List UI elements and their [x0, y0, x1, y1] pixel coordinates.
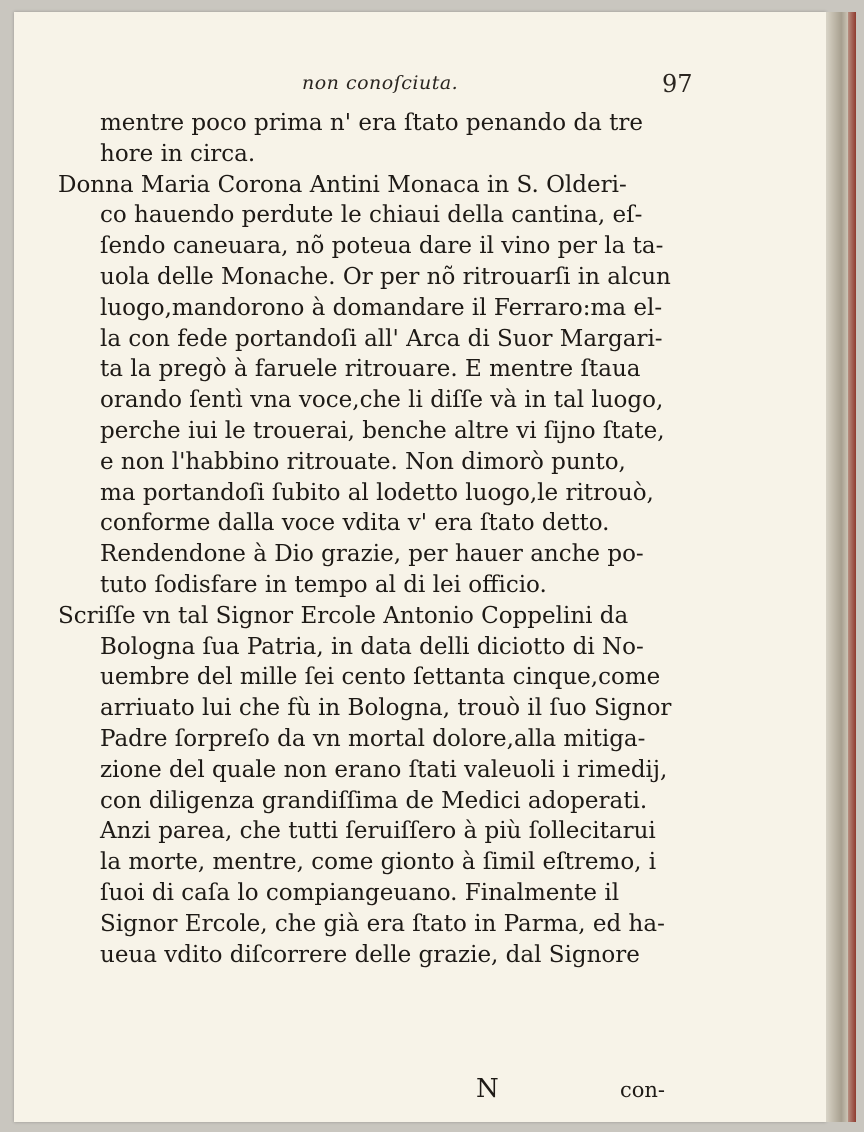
text-line: tuto ſodisfare in tempo al di lei officio.: [100, 571, 547, 598]
text-line: ſuoi di caſa lo compiangeuano. Finalmente il: [100, 879, 620, 906]
text-line: co hauendo perdute le chiaui della cantina, eſ-: [100, 202, 643, 229]
paragraph-2: [58, 170, 748, 601]
catchword: con-: [620, 1078, 666, 1102]
text-line: uola delle Monache. Or per nõ ritrouarſi in alcun: [100, 263, 671, 290]
page-edge: [826, 12, 848, 1122]
text-line: ueua vdito diſcorrere delle grazie, dal Signore: [100, 941, 640, 968]
book-page: [14, 12, 826, 1122]
text-line: mentre poco prima n' era ſtato penando da tre: [100, 110, 644, 136]
text-line: hore in circa.: [100, 140, 256, 167]
text-line: la morte, mentre, come gionto à ſimil eſtremo, i: [100, 849, 657, 876]
page-header: [14, 72, 826, 102]
text-line: Scriſſe vn tal Signor Ercole Antonio Coppelini da: [58, 602, 629, 629]
text-line: Bologna ſua Patria, in data delli diciotto di No-: [100, 633, 644, 660]
text-line: luogo,mandorono à domandare il Ferraro:ma el-: [100, 294, 663, 321]
running-title: non conoſciuta.: [302, 72, 459, 94]
text-line: conforme dalla voce vdita v' era ſtato detto.: [100, 510, 610, 537]
text-line: arriuato lui che fù in Bologna, trouò il ſuo Signor: [100, 695, 672, 722]
text-line: con diligenza grandiſſima de Medici adoperati.: [100, 787, 648, 814]
paragraph-3: [58, 601, 748, 971]
paragraph-1: [58, 108, 748, 170]
text-line: zione del quale non erano ſtati valeuoli i rimedij,: [100, 756, 668, 783]
page-number: 97: [662, 70, 693, 98]
text-line: Anzi parea, che tutti ſeruiſſero à più ſollecitarui: [100, 818, 656, 845]
page-footer: [14, 1074, 826, 1108]
body-text: [58, 108, 748, 970]
text-line: ma portandoſi ſubito al lodetto luogo,le ritrouò,: [100, 479, 654, 506]
text-line: uembre del mille ſei cento ſettanta cinque,come: [100, 664, 661, 691]
text-line: Signor Ercole, che già era ſtato in Parma, ed ha-: [100, 910, 665, 937]
text-line: ta la pregò à faruele ritrouare. E mentre ſtaua: [100, 356, 641, 383]
text-line: Rendendone à Dio grazie, per hauer anche po-: [100, 541, 644, 568]
signature-mark: N: [476, 1074, 499, 1104]
text-line: Padre ſorpreſo da vn mortal dolore,alla mitiga-: [100, 725, 646, 752]
text-line: Donna Maria Corona Antini Monaca in S. Olderi-: [58, 171, 627, 198]
binding-edge: [848, 12, 856, 1122]
text-line: orando ſentì vna voce,che li diſſe và in tal luogo,: [100, 387, 664, 414]
text-line: ſendo caneuara, nõ poteua dare il vino per la ta-: [100, 233, 664, 260]
text-line: la con fede portandoſi all' Arca di Suor Margari-: [100, 325, 663, 352]
text-line: perche iui le trouerai, benche altre vi ſijno ſtate,: [100, 417, 665, 444]
text-line: e non l'habbino ritrouate. Non dimorò punto,: [100, 448, 626, 475]
